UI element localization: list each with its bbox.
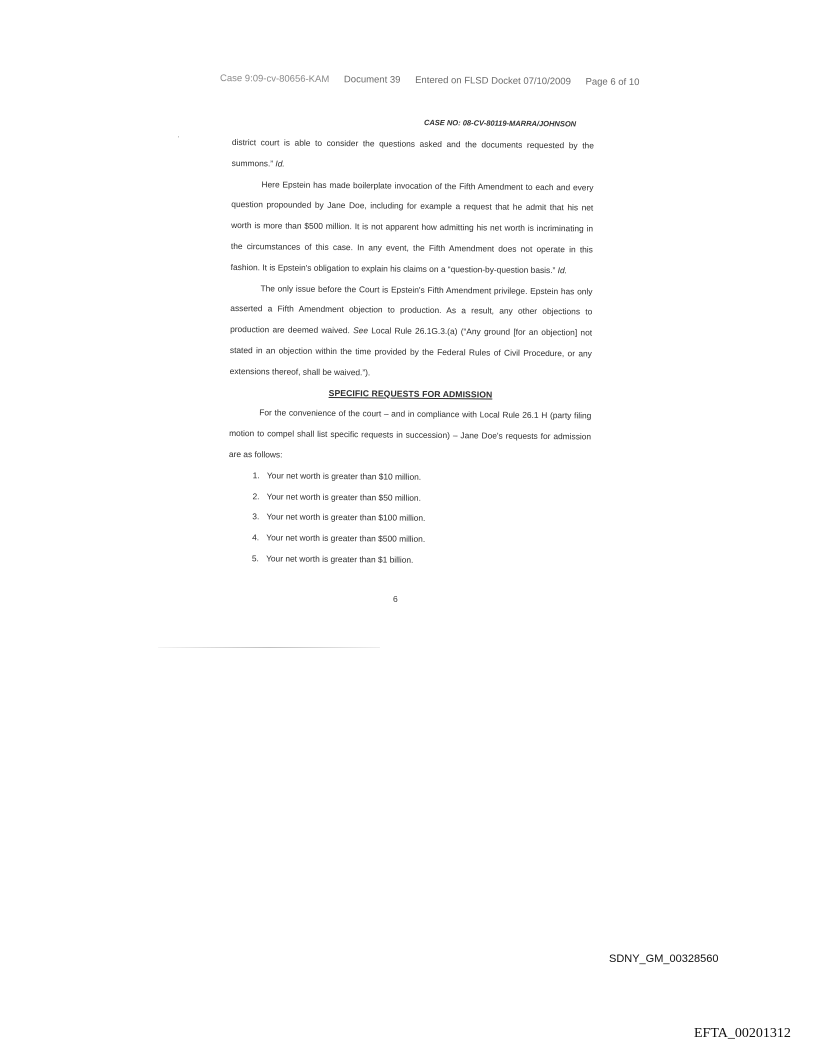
paragraph-2-cite: Id. — [557, 264, 568, 276]
request-number: 4. — [252, 532, 260, 543]
docket-entered-date: Entered on FLSD Docket 07/10/2009 — [415, 74, 571, 88]
stray-scan-mark: ' — [178, 136, 180, 143]
paragraph-2-text: Here Epstein has made boilerplate invocation of the Fifth Amendment to each and every question propounded by Jane Doe, including for example a request that he admit that his net worth is more than $500 million. It is not apparent how admitting his net worth is incriminating in the circumstances of this case. In any event, the Fifth Amendment does not operate in this fashion. It is Epstein's obligation to explain his claims on a “question-by-question basis.” — [230, 178, 594, 275]
paragraph-3-see-signal: See — [353, 325, 369, 336]
request-number: 3. — [252, 511, 260, 522]
request-number: 2. — [252, 490, 260, 501]
docket-case-number: Case 9:09-cv-80656-KAM — [219, 73, 330, 86]
request-item — [228, 548, 590, 572]
efta-stamp: EFTA_00201312 — [694, 1026, 791, 1041]
paragraph-3-text-a: The only issue before the Court is Epstein's Fifth Amendment privilege. Epstein has only asserted a Fifth Amendment objection to production. As a result, any other objections to production are deemed waived. — [230, 282, 593, 336]
paragraph-1-text: district court is able to consider the questions asked and the documents requested by the summons.” — [231, 136, 594, 169]
document-body — [228, 132, 594, 572]
docket-document-number: Document 39 — [343, 74, 401, 86]
paragraph-2 — [231, 174, 594, 281]
request-item — [229, 465, 591, 489]
request-text: Your net worth is greater than $1 billion. — [266, 553, 414, 565]
request-number: 5. — [251, 553, 259, 564]
paragraph-3 — [230, 278, 593, 385]
paragraph-3-text-b: Local Rule 26.1G.3.(a) (“Any ground [for an objection] not stated in an objection within the time provided by the Federal Rules of Civil Procedure, or any extensions thereof, shall be waived.”). — [229, 325, 593, 378]
bates-stamp: SDNY_GM_00328560 — [609, 953, 719, 965]
request-text: Your net worth is greater than $100 million. — [266, 511, 426, 524]
request-text: Your net worth is greater than $10 million. — [266, 470, 422, 482]
docket-page-count: Page 6 of 10 — [585, 76, 640, 89]
request-text: Your net worth is greater than $500 million. — [266, 532, 426, 545]
page-number: 6 — [393, 594, 398, 604]
paragraph-4 — [229, 402, 592, 468]
scan-edge-line — [158, 647, 380, 648]
paragraph-1 — [232, 132, 594, 177]
case-number-caption: CASE NO: 08-CV-80119-MARRA/JOHNSON — [423, 118, 577, 129]
section-heading: SPECIFIC REQUESTS FOR ADMISSION — [328, 387, 493, 400]
request-text: Your net worth is greater than $50 million. — [266, 490, 421, 503]
paragraph-4-text: For the convenience of the court – and in compliance with Local Rule 26.1 H (party filing motion to compel shall list specific requests in succession) – Jane Doe's requests for admission are as follows: — [228, 407, 592, 460]
requests-for-admission-list — [228, 465, 591, 572]
paragraph-1-cite: Id. — [275, 158, 285, 169]
request-number: 1. — [252, 469, 260, 481]
docket-header — [220, 73, 652, 88]
